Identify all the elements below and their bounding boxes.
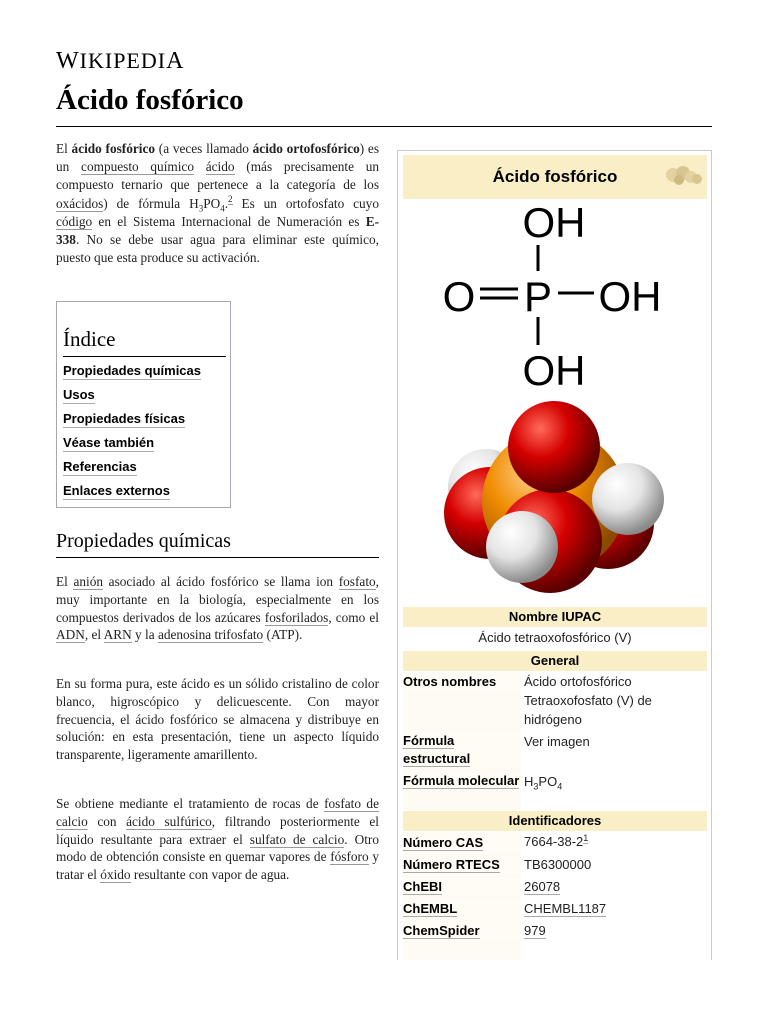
numero-rtecs-key[interactable]: Número RTECS <box>403 856 521 874</box>
table-of-contents <box>56 301 231 508</box>
identificadores-header: Identificadores <box>403 811 707 831</box>
link-acido[interactable]: ácido <box>205 159 235 175</box>
formula-estructural-key[interactable]: Fórmula estructural <box>403 732 521 768</box>
oh-right-label: OH <box>598 273 662 320</box>
link-oxido[interactable]: óxido <box>100 867 131 883</box>
section-divider <box>56 557 379 558</box>
toc-item-propiedades-fisicas[interactable]: Propiedades físicas <box>63 411 186 426</box>
link-fosfato-de-calcio[interactable]: fosfato de calcio <box>56 796 379 829</box>
phosphorus-label: P <box>523 273 553 320</box>
molecule-decoration-icon <box>661 165 703 187</box>
link-adenosina-trifosfato[interactable]: adenosina trifosfato <box>157 627 264 643</box>
oh-top-label: OH <box>522 199 586 246</box>
numero-cas-value: $7664-38-2^1$ <box>524 832 589 849</box>
link-fosforo[interactable]: fósforo <box>330 849 369 865</box>
title-divider <box>56 126 712 127</box>
chebi-value[interactable]: 26078 <box>524 879 561 894</box>
section-heading: Propiedades químicas <box>56 530 231 552</box>
link-codigo[interactable]: código <box>56 213 93 229</box>
chembl-key[interactable]: ChEMBL <box>403 900 521 918</box>
infobox-title: Ácido fosfórico <box>403 155 707 199</box>
paragraph: El anión asociado al ácido fosfórico se llama ion fosfato, muy importante en la biología, especialmente en los compuestos derivados de los azúcares fosforilados, como el ADN, el ARN y la adenosina trifosfato (ATP). <box>56 574 379 643</box>
otros-nombres-key: Otros nombres <box>403 673 521 691</box>
bold-term: ácido fosfórico <box>71 141 156 156</box>
iupac-header: Nombre IUPAC <box>403 607 707 627</box>
structural-formula-image[interactable] <box>428 197 678 397</box>
formula-molecular-key[interactable]: Fórmula molecular <box>403 773 520 788</box>
link-acido-sulfurico[interactable]: ácido sulfúrico <box>126 813 212 829</box>
oxygen-atom <box>508 401 600 493</box>
numero-cas-key[interactable]: Número CAS <box>403 834 521 852</box>
cas-reference-link[interactable]: 1 <box>583 832 589 843</box>
toc-title: Índice <box>63 327 116 351</box>
reference-link[interactable]: 2 <box>228 194 233 205</box>
link-fosforilados[interactable]: fosforilados <box>264 609 329 625</box>
toc-item-enlaces-externos[interactable]: Enlaces externos <box>63 483 170 498</box>
numero-rtecs-value: TB6300000 <box>524 857 592 872</box>
link-adn[interactable]: ADN <box>56 627 85 643</box>
link-compuesto-quimico[interactable]: compuesto químico <box>81 159 194 175</box>
chemspider-key[interactable]: ChemSpider <box>403 922 521 940</box>
paragraph: Se obtiene mediante el tratamiento de rocas de fosfato de calcio con ácido sulfúrico, filtrando posteriormente el líquido resultante para extraer el sulfato de calcio. Otro modo de obtención consiste en quemar vapores de fósforo y tratar el óxido resultante con vapor de agua. <box>56 796 379 883</box>
toc-item-usos[interactable]: Usos <box>63 387 95 402</box>
link-sulfato-de-calcio[interactable]: sulfato de calcio <box>249 831 345 847</box>
infobox <box>397 150 712 960</box>
oxygen-label: O <box>442 273 476 320</box>
link-anion[interactable]: anión <box>73 574 104 589</box>
toc-divider <box>63 356 226 357</box>
paragraph: En su forma pura, este ácido es un sólido cristalino de color blanco, higroscópico y delicuescente. Con mayor frecuencia, el ácido fosfórico se almacena y distribuye en solución: en esta presentación, tiene un aspecto líquido transparente, ligeramente amarillento. <box>56 676 379 763</box>
oh-bottom-label: OH <box>522 347 586 394</box>
wikipedia-wordmark[interactable] <box>56 48 184 75</box>
toc-item-vease-tambien[interactable]: Véase también <box>63 435 155 450</box>
formula-molecular-value: $H_3PO_4$ <box>524 774 563 792</box>
space-filling-model-image[interactable] <box>442 401 672 601</box>
link-oxacidos[interactable]: oxácidos <box>56 195 104 211</box>
page-title: Ácido fosfórico <box>56 84 244 116</box>
chemspider-value[interactable]: 979 <box>524 923 546 938</box>
hydrogen-atom <box>486 511 558 583</box>
toc-item-referencias[interactable]: Referencias <box>63 459 137 474</box>
link-fosfato[interactable]: fosfato <box>338 574 376 589</box>
toc-item-propiedades-quimicas[interactable]: Propiedades químicas <box>63 363 201 378</box>
otros-nombres-value: Ácido ortofosfórico Tetraoxofosfato (V) de hidrógeno <box>524 674 652 727</box>
lead-paragraph: El ácido fosfórico (a veces llamado ácido ortofosfórico) es un compuesto químico ácido (más precisamente un compuesto ternario que pertenece a la categoría de los oxácidos) de fórmula $H_3PO_4.^2$ Es un ortofosfato cuyo código en el Sistema Internacional de Numeración es E-338. No se debe usar agua para eliminar este químico, puesto que esta produce su activación. <box>56 141 380 266</box>
bold-term: E-338 <box>56 213 379 248</box>
formula-estructural-value: Ver imagen <box>524 734 590 749</box>
bold-term: ácido ortofosfórico <box>252 141 360 156</box>
link-arn[interactable]: ARN <box>103 627 132 643</box>
wordmark-middle: IKIPEDI <box>79 48 167 73</box>
iupac-name: Ácido tetraoxofosfórico (V) <box>478 630 632 645</box>
wordmark-final: A <box>166 48 185 74</box>
chembl-value[interactable]: CHEMBL1187 <box>524 901 607 916</box>
chebi-key[interactable]: ChEBI <box>403 878 521 896</box>
general-header: General <box>403 651 707 671</box>
wordmark-initial: W <box>56 48 80 74</box>
hydrogen-atom <box>592 463 664 535</box>
